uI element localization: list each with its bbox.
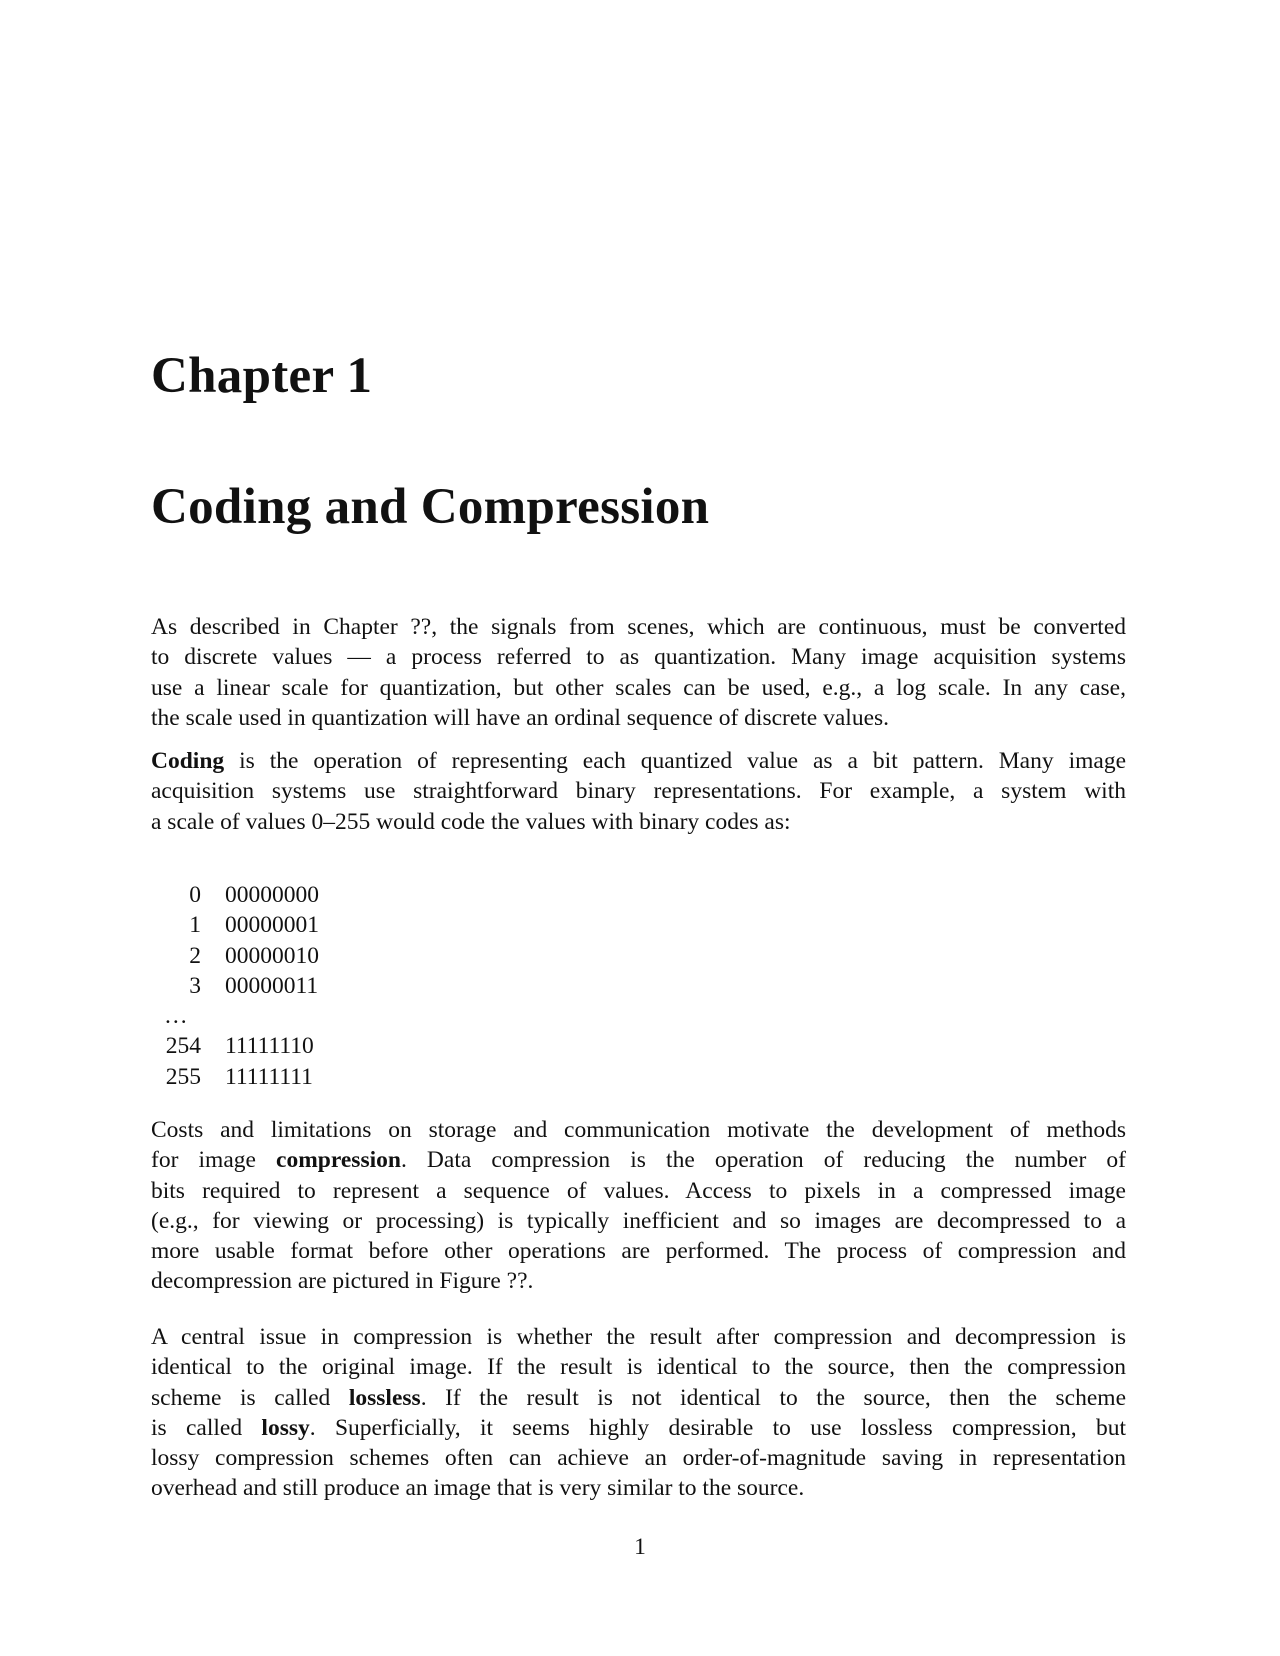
- chapter-title: Coding and Compression: [151, 479, 710, 535]
- text-line: the scale used in quantization will have an ordinal sequence of discrete values.: [151, 704, 890, 731]
- code-value: 255: [165, 1063, 201, 1090]
- code-value: 3: [189, 972, 201, 999]
- text-line: more usable format before other operations are performed. The process of compression and: [151, 1238, 1126, 1265]
- page-number: 1: [634, 1534, 646, 1560]
- term-compression: compression: [276, 1147, 401, 1174]
- paragraph-lossless-lossy: [151, 1322, 1126, 1504]
- text-line: use a linear scale for quantization, but other scales can be used, e.g., a log scale. In any case,: [151, 674, 1126, 701]
- text-line: overhead and still produce an image that is very similar to the source.: [151, 1475, 805, 1502]
- text-fragment: . If the result is not identical to the source, then the scheme: [420, 1384, 1126, 1411]
- term-coding: Coding: [151, 748, 225, 774]
- code-row: [151, 941, 319, 971]
- ellipsis: ...: [165, 1003, 189, 1030]
- text-fragment: for image: [151, 1147, 277, 1174]
- text-line: [151, 1383, 1126, 1413]
- code-row: [151, 1062, 319, 1092]
- code-value: 254: [165, 1033, 201, 1060]
- code-row: [151, 971, 319, 1001]
- code-bits: 00000000: [225, 882, 319, 908]
- text-line: to discrete values — a process referred to as quantization. Many image acquisition systems: [151, 644, 1126, 671]
- text-line: bits required to represent a sequence of values. Access to pixels in a compressed image: [151, 1177, 1126, 1204]
- text-line: acquisition systems use straightforward binary representations. For example, a system with: [151, 778, 1126, 805]
- code-row-ellipsis: [151, 1001, 319, 1031]
- term-lossy: lossy: [261, 1414, 310, 1441]
- code-row: [151, 910, 319, 940]
- text-line: (e.g., for viewing or processing) is typically inefficient and so images are decompressed to a: [151, 1207, 1126, 1234]
- text-line: Costs and limitations on storage and communication motivate the development of methods: [151, 1117, 1126, 1143]
- chapter-label: Chapter 1: [151, 348, 373, 404]
- code-bits: 00000011: [225, 972, 319, 999]
- text-fragment: . Data compression is the operation of reducing the number of: [400, 1147, 1126, 1174]
- code-bits: 11111110: [225, 1033, 314, 1060]
- code-value: 1: [189, 912, 201, 939]
- paragraph-compression: [151, 1115, 1126, 1297]
- paragraph-quantization: [151, 612, 1126, 733]
- text-line: A central issue in compression is whether the result after compression and decompression is: [151, 1324, 1126, 1350]
- paragraph-coding: [151, 746, 1126, 837]
- text-fragment: is called: [151, 1414, 262, 1441]
- code-bits: 00000010: [225, 942, 319, 969]
- text-line: lossy compression schemes often can achieve an order-of-magnitude saving in representation: [151, 1445, 1126, 1472]
- text-line: [151, 1413, 1126, 1443]
- text-line: [151, 746, 1126, 776]
- code-row: [151, 1031, 319, 1061]
- code-row: [151, 880, 319, 910]
- text-line: [151, 1145, 1126, 1175]
- term-lossless: lossless: [348, 1384, 421, 1411]
- text-fragment: scheme is called: [151, 1384, 349, 1411]
- text-line: identical to the original image. If the result is identical to the source, then the compression: [151, 1354, 1126, 1381]
- binary-code-table: [151, 880, 319, 1092]
- text-line: decompression are pictured in Figure ??.: [151, 1268, 534, 1295]
- text-fragment: is the operation of representing each quantized value as a bit pattern. Many image: [224, 748, 1126, 774]
- text-line: a scale of values 0–255 would code the values with binary codes as:: [151, 808, 791, 835]
- text-line: As described in Chapter ??, the signals from scenes, which are continuous, must be converted: [151, 614, 1126, 640]
- code-value: 0: [189, 882, 201, 908]
- code-bits: 00000001: [225, 912, 319, 939]
- code-value: 2: [189, 942, 201, 969]
- code-bits: 11111111: [225, 1063, 313, 1090]
- text-fragment: . Superficially, it seems highly desirable to use lossless compression, but: [309, 1414, 1126, 1441]
